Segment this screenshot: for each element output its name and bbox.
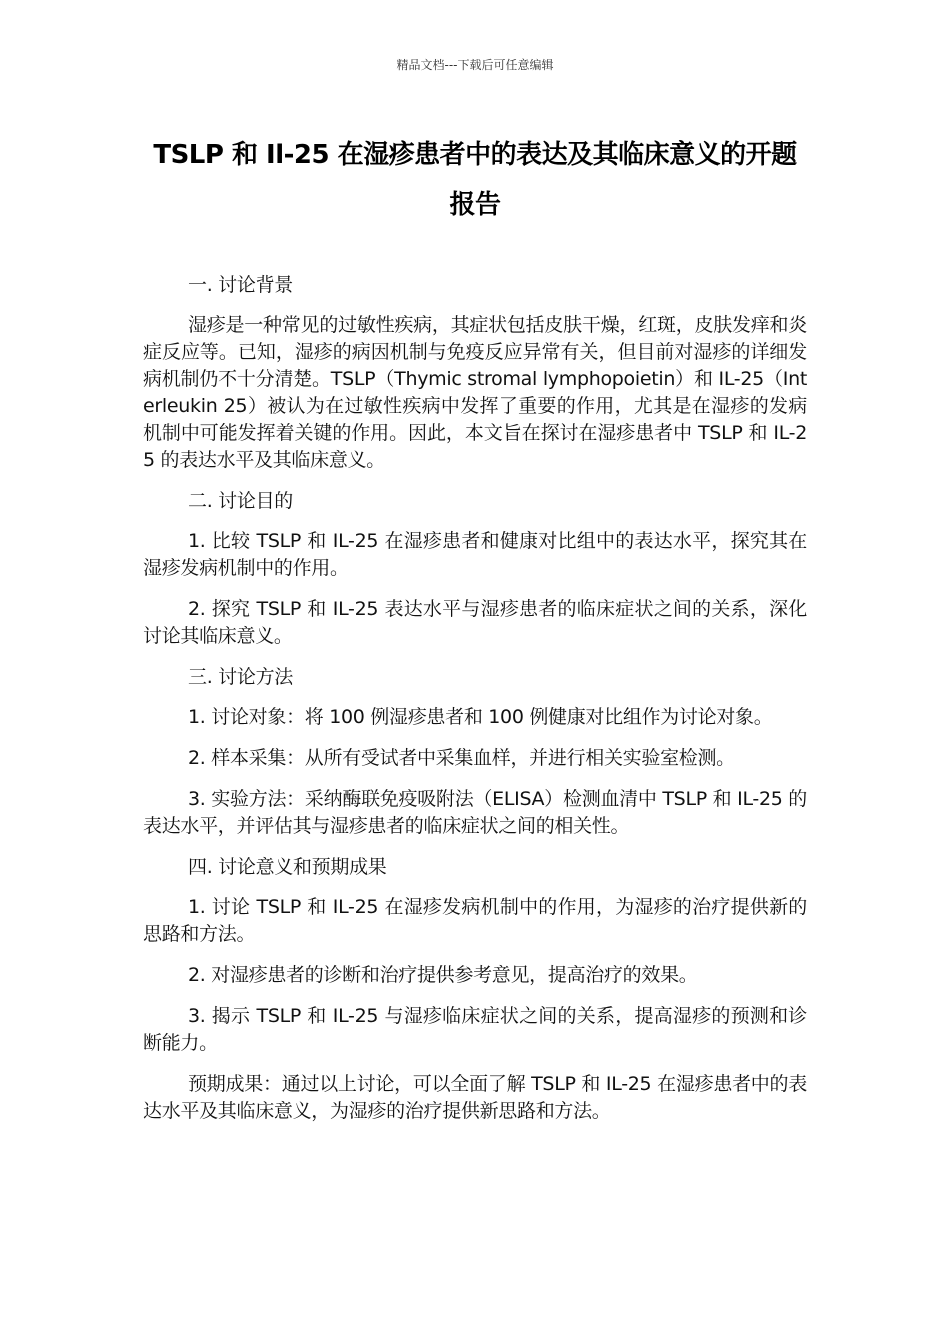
paragraph-purpose-1: 1. 比较 TSLP 和 IL-25 在湿疹患者和健康对比组中的表达水平，探究其在湿疹发病机制中的作用。 [143, 530, 807, 579]
section-heading-method: 三. 讨论方法 [188, 666, 293, 688]
paragraph-method-2: 2. 样本采集：从所有受试者中采集血样，并进行相关实验室检测。 [188, 747, 735, 769]
document-body [143, 272, 807, 1139]
paragraph-expected-results: 预期成果：通过以上讨论，可以全面了解 TSLP 和 IL-25 在湿疹患者中的表达水平及其临床意义，为湿疹的治疗提供新思路和方法。 [143, 1073, 807, 1122]
section-heading-purpose: 二. 讨论目的 [188, 490, 293, 512]
paragraph-significance-2: 2. 对湿疹患者的诊断和治疗提供参考意见，提高治疗的效果。 [188, 964, 698, 986]
paragraph-significance-3: 3. 揭示 TSLP 和 IL-25 与湿疹临床症状之间的关系，提高湿疹的预测和诊断能力。 [143, 1005, 807, 1054]
section-heading-significance: 四. 讨论意义和预期成果 [188, 856, 387, 878]
paragraph-method-1: 1. 讨论对象：将 100 例湿疹患者和 100 例健康对比组作为讨论对象。 [188, 706, 773, 728]
paragraph-significance-1: 1. 讨论 TSLP 和 IL-25 在湿疹发病机制中的作用，为湿疹的治疗提供新的思路和方法。 [143, 896, 807, 945]
paragraph-purpose-2: 2. 探究 TSLP 和 IL-25 表达水平与湿疹患者的临床症状之间的关系，深化讨论其临床意义。 [143, 598, 807, 647]
paragraph-method-3: 3. 实验方法：采纳酶联免疫吸附法（ELISA）检测血清中 TSLP 和 IL-25 的表达水平，并评估其与湿疹患者的临床症状之间的相关性。 [143, 788, 807, 837]
page-header: 精品文档---下载后可任意编辑 [396, 58, 554, 72]
section-heading-background: 一. 讨论背景 [188, 274, 293, 296]
document-title: TSLP 和 Il-25 在湿疹患者中的表达及其临床意义的开题报告 [153, 140, 797, 220]
paragraph-background: 湿疹是一种常见的过敏性疾病，其症状包括皮肤干燥，红斑，皮肤发痒和炎症反应等。已知，湿疹的病因机制与免疫反应异常有关，但目前对湿疹的详细发病机制仍不十分清楚。TSLP（Thymic stromal lymphopoietin）和 IL-25（Interleukin 25）被认为在过敏性疾病中发挥了重要的作用，尤其是在湿疹的发病机制中可能发挥着关键的作用。因此，本文旨在探讨在湿疹患者中 TSLP 和 IL-25 的表达水平及其临床意义。 [143, 314, 807, 471]
